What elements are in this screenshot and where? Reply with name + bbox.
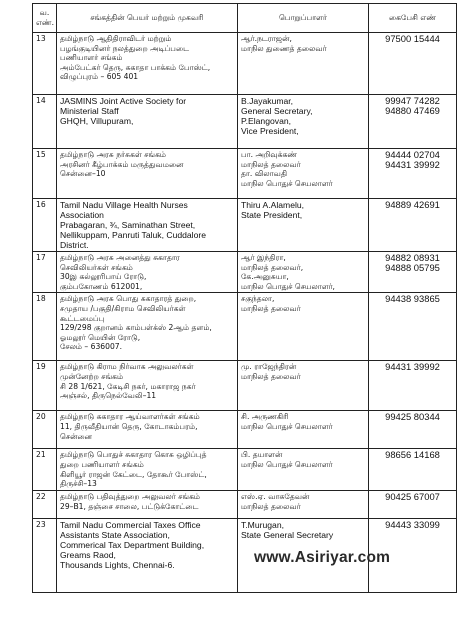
association-line: தமிழ்நாடு பதிவுத்துறை அலுவலர் சங்கம் (60, 492, 201, 502)
official-line: மாநிலத் தலைவர், (241, 262, 304, 272)
association-line: 11, திருவீதியான் தெரு, கோடாகம்பரம், (60, 421, 198, 431)
serial-number-cell: 16 (33, 199, 57, 252)
officials-cell (238, 252, 369, 293)
official-line: மு. ராஜேந்திரன் (241, 362, 297, 372)
official-line: மாநில பொதுச் செயலாளர் (241, 421, 333, 431)
association-line: அஞ்சல், திருநெல்வேலி–11 (60, 391, 157, 401)
official-line: பி. தயாளன் (241, 450, 283, 460)
association-line: சென்னை–10 (60, 169, 106, 179)
association-line: அம்பேட்கர் தெரு, சுகாதா பாக்கம் போஸ்ட், (60, 62, 211, 72)
serial-number-cell: 22 (33, 491, 57, 519)
official-line: மாநில துணைத் தலைவர் (241, 43, 327, 53)
mobile-number-cell (369, 411, 457, 449)
association-line: District. (60, 240, 89, 250)
association-line: 29–B1, தஞ்சை சாலை, பட்டுக்கோட்டை (60, 501, 199, 511)
table-row (33, 149, 457, 199)
official-line: Vice President, (241, 126, 299, 136)
association-name-address-cell (57, 95, 238, 149)
association-line: Prabagaran, ¾, Saminathan Street, (60, 220, 196, 230)
association-line: Tamil Nadu Village Health Nurses (60, 200, 188, 210)
serial-number-cell: 13 (33, 33, 57, 95)
table-row (33, 252, 457, 293)
header-mobile-number: கைபேசி எண் (369, 4, 457, 33)
table-row (33, 449, 457, 491)
official-line: தா. விலாவதி (241, 169, 288, 179)
official-line: சி. அருணகிரி (241, 412, 289, 422)
phone-number: 94431 39992 (385, 158, 440, 170)
phone-number: 90425 67007 (385, 491, 440, 503)
table-row (33, 33, 457, 95)
association-line: தமிழ்நாடு சுகாதார ஆய்வாளர்கள் சங்கம் (60, 412, 200, 422)
header-officials: பொறுப்பாளர் (238, 4, 369, 33)
association-name-address-cell (57, 252, 238, 293)
association-line: Tamil Nadu Commercial Taxes Office (60, 520, 201, 531)
association-name-address-cell (57, 449, 238, 491)
serial-number-cell: 15 (33, 149, 57, 199)
header-association-name-address: சங்கத்தின் பெயர் மற்றும் முகவரி (57, 4, 238, 33)
serial-number-cell: 21 (33, 449, 57, 491)
table-row (33, 491, 457, 519)
mobile-number-cell (369, 252, 457, 293)
official-line: மாநிலத் தலைவர் (241, 501, 301, 511)
official-line: மாநிலத் தலைவர் (241, 303, 301, 313)
phone-number: 98656 14168 (385, 449, 440, 461)
official-line: மாநில பொதுச் செயலாளர், (241, 281, 335, 291)
officials-cell (238, 411, 369, 449)
mobile-number-cell (369, 199, 457, 252)
serial-number-cell: 23 (33, 519, 57, 593)
mobile-number-cell (369, 491, 457, 519)
official-line: T.Murugan, (241, 520, 284, 531)
association-line: தமிழ்நாடு ஆதிதிராவிடர் மற்றும் (60, 34, 172, 43)
association-line: கூட்டமைப்பு (60, 313, 105, 323)
official-line: Thiru A.Alamelu, (241, 200, 305, 210)
official-line: மாநில பொதுச் செயலாளர் (241, 459, 333, 469)
association-name-address-cell (57, 33, 238, 95)
officials-cell (238, 149, 369, 199)
mobile-number-cell (369, 449, 457, 491)
official-line: P.Elangovan, (241, 116, 292, 126)
mobile-number-cell (369, 361, 457, 411)
association-line: சென்னை (60, 431, 93, 441)
official-line: General Secretary, (241, 106, 313, 116)
phone-number: 99947 74282 (385, 95, 440, 106)
association-line: பணியாளர் சங்கம் (60, 53, 123, 63)
association-line: அரசினர் கீழ்பாக்கம் மருத்துவமனை (60, 159, 184, 169)
association-line: சேலம் – 636007. (60, 342, 123, 352)
phone-number: 94888 05795 (385, 261, 440, 273)
association-line: தமிழ்நாடு கிராம நிர்வாக அலுவலர்கள் (60, 362, 194, 372)
association-line: தமிழ்நாடு அரசு பொது சுகாதாரத் துறை, (60, 294, 197, 304)
watermark: www.Asiriyar.com (254, 549, 391, 566)
table-row (33, 411, 457, 449)
phone-number: 94444 02704 (385, 149, 440, 160)
association-name-address-cell (57, 411, 238, 449)
serial-number-cell: 18 (33, 293, 57, 361)
serial-number-cell: 17 (33, 252, 57, 293)
association-line: தமிழ்நாடு பொதுச் சுகாதார கொசு ஒழிப்புத் (60, 450, 207, 460)
serial-number-cell: 14 (33, 95, 57, 149)
phone-number: 94431 39992 (385, 361, 440, 373)
table-row (33, 293, 457, 361)
association-line: 129/298 குறானம் காம்பள்க்ஸ் 2ஆம் தளம், (60, 323, 212, 333)
officials-cell (238, 491, 369, 519)
association-line: ஓமலூர் மெயின் ரோடு, (60, 332, 141, 342)
phone-number: 94443 33099 (385, 519, 440, 531)
association-line: Thousands Lights, Chennai-6. (60, 560, 175, 571)
association-line: Commerical Tax Department Building, (60, 540, 205, 551)
association-name-address-cell (57, 361, 238, 411)
association-line: Greams Raod, (60, 550, 116, 561)
associations-table (32, 3, 457, 593)
official-line: மாநில பொதுச் செயலாளர் (241, 178, 333, 188)
association-line: முன்னேற்ற சங்கம் (60, 371, 124, 381)
official-line: State General Secretary (241, 530, 334, 541)
table-row (33, 199, 457, 252)
phone-number: 94880 47469 (385, 104, 440, 116)
association-line: செவிலியர்கள் சங்கம் (60, 262, 133, 272)
official-line: ஆர்.நடராஜன், (241, 34, 292, 43)
official-line: மாநிலத் தலைவர் (241, 159, 301, 169)
official-line: மாநிலத் தலைவர் (241, 371, 301, 381)
phone-number: 94882 08931 (385, 252, 440, 263)
association-name-address-cell (57, 519, 238, 593)
mobile-number-cell (369, 293, 457, 361)
phone-number: 94889 42691 (385, 199, 440, 210)
association-line: துறை பணியாளர் சங்கம் (60, 459, 144, 469)
association-line: கிளியூர் ராஜன் கேட்டை, தோகூர் போஸ்ட், (60, 469, 207, 479)
serial-number-cell: 19 (33, 361, 57, 411)
association-line: திருச்சி–13 (60, 479, 97, 489)
association-line: JASMINS Joint Active Society for (60, 96, 187, 106)
association-line: Nellikuppam, Panruti Taluk, Cuddalore (60, 230, 207, 240)
association-line: பழங்குடியினர் நலத்துறை அடிப்படை (60, 43, 190, 53)
table-row (33, 361, 457, 411)
association-line: Assistants State Association, (60, 530, 170, 541)
association-line: GHQH, Villupuram, (60, 116, 134, 126)
phone-number: 94438 93865 (385, 293, 440, 305)
official-line: பா. அறிவுக்கண் (241, 150, 298, 159)
officials-cell (238, 95, 369, 149)
table-row (33, 519, 457, 593)
mobile-number-cell (369, 33, 457, 95)
association-name-address-cell (57, 491, 238, 519)
table-row (33, 95, 457, 149)
header-row (33, 4, 457, 33)
association-line: சமுதாய /பகுதி/கிராம செவிலியர்கள் (60, 303, 186, 313)
association-name-address-cell (57, 293, 238, 361)
official-line: எஸ்.ஏ. வாசுதேவன் (241, 492, 310, 502)
association-line: தமிழ்நாடு அரசு அனைத்து சுகாதார (60, 253, 180, 262)
officials-cell (238, 449, 369, 491)
phone-number: 97500 15444 (385, 33, 440, 44)
mobile-number-cell (369, 95, 457, 149)
association-line: Association (60, 210, 104, 220)
officials-cell (238, 361, 369, 411)
association-name-address-cell (57, 149, 238, 199)
officials-cell (238, 293, 369, 361)
official-line: State President, (241, 210, 303, 220)
association-line: விழுப்புரம் – 605 401 (60, 72, 139, 82)
serial-number-cell: 20 (33, 411, 57, 449)
phone-number: 99425 80344 (385, 411, 440, 423)
association-line: Ministerial Staff (60, 106, 119, 116)
mobile-number-cell (369, 149, 457, 199)
association-line: சி 28 1/621, கேடிசி நகர், மகாராஜ நகர் (60, 381, 196, 391)
official-line: B.Jayakumar, (241, 96, 294, 106)
association-line: கும்பகோணம் 612001, (60, 281, 143, 291)
official-line: கே.அனுசுயா, (241, 272, 289, 282)
official-line: ஆர் இந்திரா, (241, 253, 286, 262)
association-line: தமிழ்நாடு அரசு நர்சுகள் சங்கம் (60, 150, 167, 159)
association-line: 30இ கல்லூரிபாய் ரோடு, (60, 272, 147, 282)
association-name-address-cell (57, 199, 238, 252)
officials-cell (238, 33, 369, 95)
officials-cell (238, 199, 369, 252)
header-serial-number: வ. எண். (33, 4, 57, 33)
official-line: சகுந்தலா, (241, 294, 275, 304)
